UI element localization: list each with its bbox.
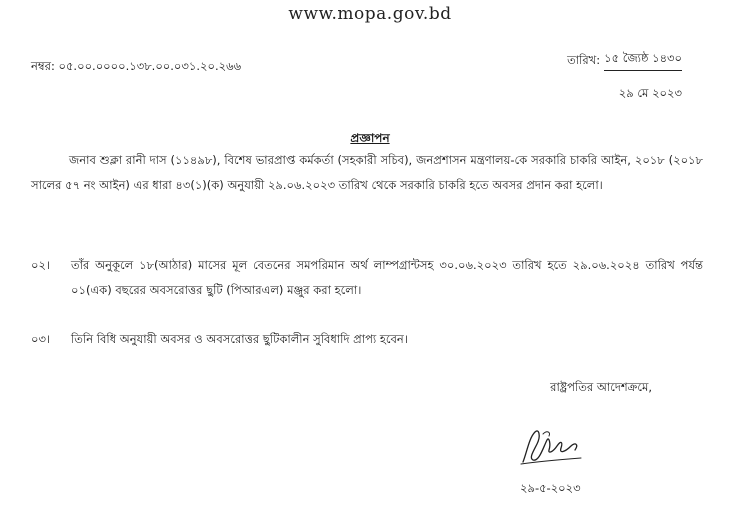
date-label: তারিখ: bbox=[567, 53, 601, 67]
item-text: তিনি বিধি অনুযায়ী অবসর ও অবসরোত্তর ছুটিকালীন সুবিধাদি প্রাপ্য হবেন। bbox=[71, 332, 408, 346]
date-english: ২৯ মে ২০২৩ bbox=[618, 86, 682, 100]
signature-icon bbox=[515, 422, 587, 470]
date-block bbox=[567, 50, 682, 104]
notice-item-2 bbox=[31, 253, 703, 303]
memo-number: নম্বর: ০৫.০০.০০০০.১৩৮.০০.০৩১.২০.২৬৬ bbox=[31, 59, 242, 73]
item-number: ০২। bbox=[31, 258, 51, 272]
notice-title: প্রজ্ঞাপন bbox=[350, 131, 390, 145]
item-number: ০৩। bbox=[31, 332, 51, 346]
notice-intro-paragraph: জনাব শুক্লা রানী দাস (১১৪৯৮), বিশেষ ভারপ্রাপ্ত কর্মকর্তা (সহকারী সচিব), জনপ্রশাসন মন্ত্রণালয়-কে সরকারি চাকরি আইন, ২০১৮ (২০১৮ সালের ৫৭ নং আইন) এর ধারা ৪৩(১)(ক) অনুযায়ী ২৯.০৬.২০২৩ তারিখ থেকে সরকারি চাকরি হতে অবসর প্রদান করা হলো। bbox=[31, 153, 703, 192]
notice-item-3 bbox=[31, 327, 703, 352]
date-bangla: ১৫ জ্যৈষ্ঠ ১৪৩০ bbox=[604, 50, 682, 71]
site-url: www.mopa.gov.bd bbox=[288, 4, 452, 24]
order-line: রাষ্ট্রপতির আদেশক্রমে, bbox=[550, 380, 652, 394]
item-text: তাঁর অনুকূলে ১৮(আঠার) মাসের মূল বেতনের সমপরিমান অর্থ লাম্পগ্রান্টসহ ৩০.০৬.২০২৩ তারিখ হতে ২৯.০৬.২০২৪ তারিখ পর্যন্ত ০১(এক) বছরের অবসরোত্তর ছুটি (পিআরএল) মঞ্জুর করা হলো। bbox=[71, 258, 703, 297]
date-row bbox=[567, 50, 682, 71]
signature-date: ২৯-৫-২০২৩ bbox=[520, 481, 581, 495]
